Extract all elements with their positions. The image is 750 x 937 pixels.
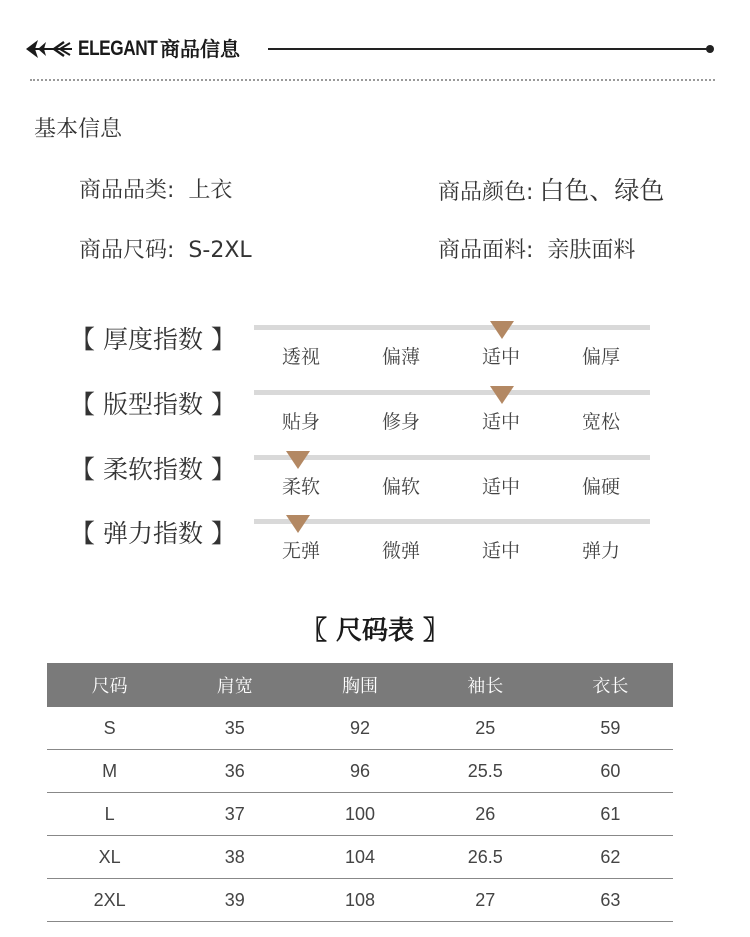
info-value: 白色、绿色 [539, 176, 665, 205]
table-header-cell: 尺码 [91, 676, 128, 697]
table-cell: 62 [600, 846, 621, 867]
table-cell: 38 [224, 846, 245, 867]
info-category [79, 176, 232, 206]
info-fabric [438, 236, 635, 266]
index-level-marker [286, 451, 310, 469]
table-row [47, 836, 673, 879]
index-option: 偏软 [381, 476, 420, 498]
info-label: 商品面料: [438, 238, 534, 263]
index-bar [254, 390, 650, 395]
index-label: 【 弹力指数 】 [70, 519, 236, 548]
index-option: 偏薄 [381, 346, 420, 368]
table-cell: 63 [600, 889, 621, 910]
table-row [47, 707, 673, 750]
section-title: 商品信息 [160, 37, 240, 61]
table-cell: 61 [600, 803, 621, 824]
table-cell: S [103, 717, 116, 738]
table-cell: 104 [344, 846, 376, 867]
table-cell: XL [98, 846, 121, 867]
index-option: 偏厚 [581, 346, 620, 368]
index-option: 偏硬 [581, 476, 620, 498]
info-label: 商品尺码: [79, 238, 175, 263]
table-cell: 25 [475, 717, 496, 738]
table-row [47, 750, 673, 793]
table-header-row [47, 663, 673, 707]
table-cell: 35 [224, 717, 245, 738]
dotted-divider [30, 79, 715, 81]
table-header-cell: 肩宽 [216, 676, 253, 697]
index-bar [254, 455, 650, 460]
arrow-ornament-icon [24, 36, 74, 62]
table-row [47, 879, 673, 922]
table-cell: 37 [224, 803, 245, 824]
table-cell: 26 [475, 803, 496, 824]
info-value: 上衣 [188, 178, 233, 203]
table-cell: 25.5 [467, 760, 503, 781]
index-level-marker [490, 321, 514, 339]
index-option: 修身 [381, 411, 420, 433]
table-cell: M [102, 760, 118, 781]
size-table-title: 〖 尺码表 〗 [300, 616, 450, 646]
size-table [47, 663, 673, 922]
header-rule-dot [706, 45, 714, 53]
index-level-marker [490, 386, 514, 404]
table-cell: 26.5 [467, 846, 503, 867]
info-size [79, 236, 252, 266]
index-option: 微弹 [381, 540, 420, 562]
header-rule [268, 48, 709, 50]
info-value: S-2XL [188, 238, 252, 263]
index-label: 【 版型指数 】 [70, 390, 236, 419]
table-cell: 27 [475, 889, 496, 910]
index-option: 无弹 [281, 540, 320, 562]
table-row [47, 793, 673, 836]
info-label: 商品品类: [79, 178, 175, 203]
index-option: 贴身 [281, 411, 320, 433]
table-cell: L [104, 803, 115, 824]
table-cell: 39 [224, 889, 245, 910]
index-level-marker [286, 515, 310, 533]
info-label: 商品颜色: [438, 180, 534, 205]
table-cell: 100 [344, 803, 376, 824]
table-header-cell: 胸围 [342, 676, 378, 697]
index-label: 【 柔软指数 】 [70, 455, 236, 484]
basic-info-title: 基本信息 [34, 117, 123, 142]
index-bar [254, 325, 650, 330]
table-header-cell: 袖长 [467, 676, 504, 697]
table-cell: 60 [600, 760, 621, 781]
table-cell: 36 [224, 760, 245, 781]
table-cell: 108 [344, 889, 376, 910]
table-cell: 59 [600, 717, 621, 738]
index-bar [254, 519, 650, 524]
info-color [438, 176, 664, 208]
index-option: 适中 [481, 411, 520, 433]
index-option: 透视 [281, 346, 320, 368]
index-option: 柔软 [281, 476, 320, 498]
index-option: 适中 [481, 346, 520, 368]
table-cell: 96 [349, 760, 371, 781]
table-cell: 92 [349, 717, 371, 738]
table-header-cell: 衣长 [592, 676, 629, 697]
info-value: 亲肤面料 [547, 238, 636, 263]
index-option: 宽松 [581, 411, 620, 433]
index-option: 适中 [481, 540, 520, 562]
index-label: 【 厚度指数 】 [70, 325, 236, 354]
brand-name: ELEGANT [78, 37, 158, 60]
table-cell: 2XL [93, 889, 126, 910]
index-option: 适中 [481, 476, 520, 498]
index-option: 弹力 [581, 540, 620, 562]
